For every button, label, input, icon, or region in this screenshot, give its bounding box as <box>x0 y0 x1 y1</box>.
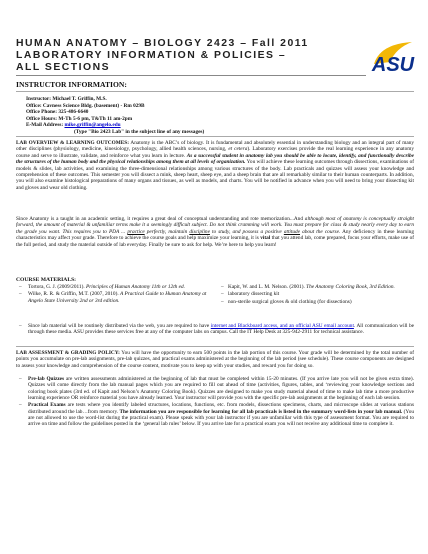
instructor-section-title: INSTRUCTOR INFORMATION: <box>16 80 127 89</box>
office-hours: M-Th 5-6 pm, T&Th 11 am-2pm <box>58 115 133 122</box>
instructor-info: Instructor: Michael T. Griffin, M.S. Office: Cavness Science Bldg. (basement) - Rm 029B Office Phone: 325-486-6640 Office Hours: M-Th 5-6 pm, T&Th 11 am-2pm E-Mail Address: mike.griffin@angelo.edu (Type "Bio 2423 Lab" in the subject line of any messages) <box>26 96 205 135</box>
course-title-line-2: LABORATORY INFORMATION & POLICIES – <box>16 50 287 61</box>
learning-outcome-statement: As a successful student in anatomy lab you should be able to locate, identify, and functionally describe the structures of the human body and the physical relationships among them at all levels of organization. <box>16 152 414 166</box>
email-note: (Type "Bio 2423 Lab" in the subject line of any messages) <box>74 128 205 135</box>
office-location: Cavness Science Bldg. (basement) - Rm 029B <box>42 102 145 109</box>
list-item: – Practical Exams are tests where you identify labeled structures, locations, functions, etc. from models, dissections specimens, charts, and microscope slides at various stations distributed around the lab…from memory. The information you are responsible for learning for all lab practicals is listed in the summary word-lists in your lab manual. (You are not allowed to use the word-list during the practical exam). Please speak with your lab instructor if you are unfamiliar with this type of assessment format. You are required to arrive on time and follow the guidelines posted in the ‘general lab rules’ below. If you arrive late for a practical exam you will not receive any additional time to complete it. <box>16 402 414 428</box>
asu-logo <box>370 38 416 76</box>
blackboard-link[interactable]: internet and Blackboard access, and an official ASU email account <box>210 323 354 329</box>
list-item: – Tortora, G. J. (2009/2011). Principles of Human Anatomy 11th or 12th ed. <box>16 284 216 290</box>
grading-title: LAB ASSESSMENT & GRADING POLICY: <box>16 350 120 356</box>
list-item: – Kapit, W. and L. M. Nelson. (2001). The Anatomy Coloring Book, 3rd Edition. <box>218 284 414 290</box>
list-item: – Wilke, R. R. & Griffin, M.T. (2007, 2010). A Practical Guide to Human Anatomy at Angelo State University 2nd or 3rd edition. <box>16 291 216 304</box>
pre-lab-quizzes-label: Pre-lab Quizzes <box>28 376 65 382</box>
list-item: – Pre-lab Quizzes are written assessments administered at the beginning of lab that must be completed within 15-20 minutes. (If you arrive late you will not be given extra time). Quizzes will come directly from the lab manual pages which you are required to fill out ahead of time (activities, figures, tables, and ‘reviewing your knowledge sections and coloring book plates (3rd ed. of Kapit and Nelson’s Anatomy Coloring Book). Quizzes are designed to make you study material ahead of time to make lab time a more productive learning experience OR reinforce material you have already learned. Your instructor will provide you with the specific pre-lab assignments at the beginning of each lab session. <box>16 376 414 402</box>
overview-rule <box>16 136 414 137</box>
practical-exams-label: Practical Exams <box>28 402 66 409</box>
grading-list <box>16 376 414 428</box>
logo-text: ASU <box>371 54 415 76</box>
materials-list-right <box>218 284 414 306</box>
materials-list-left <box>16 284 216 305</box>
list-item: – non-sterile surgical gloves & old clothing (for dissections) <box>218 299 414 305</box>
course-title-line-1: HUMAN ANATOMY – BIOLOGY 2423 – Fall 2011 <box>16 38 309 49</box>
overview-paragraph-2: Since Anatomy is a taught in an academic setting, it requires a great deal of conceptual understanding and rote memorization...And although most of anatomy is conceptually straight forward, the amount of material & unfamiliar terms make it a seemingly difficult subject. Do not think cramming will work. You must prepare for class & study nearly every day to earn the grade you want. This requires you to PDA ... practice perfectly, maintain discipline to study, and possess a positive attitude about the course. Any deficiency in these learning characteristics may affect your grade. Therefore to achieve the course goals and help maximize your learning, it is vital that you attend lab, come prepared, focus your efforts, make use of the full period, and study the material outside of lab everyday. Finally be sure to ask for help. We’re here to help you learn! <box>16 216 414 248</box>
course-title-line-3: ALL SECTIONS <box>16 62 111 73</box>
instructor-name: Michael T. Griffin, M.S. <box>52 96 107 102</box>
office-phone: 325-486-6640 <box>58 109 89 115</box>
email-link[interactable]: mike.griffin@angelo.edu <box>64 122 121 128</box>
instructor-rule <box>16 91 414 92</box>
grading-rule <box>16 346 414 347</box>
overview-paragraph-1: LAB OVERVIEW & LEARNING OUTCOMES: Anatomy is the ABC’s of biology. It is fundamental and absolutely essential in understanding biology and an integral part of many other disciplines (physiology, medicine, kinesiology, psychology, allied health sciences, nursing, et cetera). Laboratory exercises provide the real learning experience in any anatomy course and serve to illustrate, validate, and reinforce what you learn in lecture. As a successful student in anatomy lab you should be able to locate, identify, and functionally describe the structures of the human body and the physical relationships among them at all levels of organization. You will achieve these learning outcomes through dissections, examinations of models & slides, lab activities, and examining the three-dimensional relationships among various structures of the body. Lab practicals and quizzes will assess your knowledge and comprehension of these outcomes. This semester you will dissect a mink, sheep heart, sheep eye, and a sheep brain that are all remarkably similar to their human counterparts. In addition, you will also examine histological preparations of many organs and tissues, as well as models, and charts. You will be notified in advance when you will need to bring your dissecting kit and gloves and wear old clothing. <box>16 140 414 191</box>
materials-note: – Since lab material will be routinely distributed via the web, you are required to have internet and Blackboard access, and an official ASU email account. All communication will be through these media. ASU provides these services free at any of the computer labs on campus. Call the IT Help Desk at 325-942-2911 for technical assistance. <box>16 323 414 336</box>
document-header <box>16 38 356 74</box>
materials-title: COURSE MATERIALS: <box>16 277 77 283</box>
grading-paragraph: LAB ASSESSMENT & GRADING POLICY: You will have the opportunity to earn 500 points in the lab portion of this course. Your grade will be determined by the total number of points you accumulate on pre-lab assignments, pre-lab quizzes, and practical exams administered at the beginning of the lab period (see schedule). These course components are designed to assess your knowledge and comprehension of the course content, motivate you to keep up with your studies, and reward you for doing so. <box>16 350 414 369</box>
list-item: – laboratory dissecting kit <box>218 291 414 297</box>
header-rule <box>16 75 366 76</box>
overview-title: LAB OVERVIEW & LEARNING OUTCOMES: <box>16 140 129 146</box>
